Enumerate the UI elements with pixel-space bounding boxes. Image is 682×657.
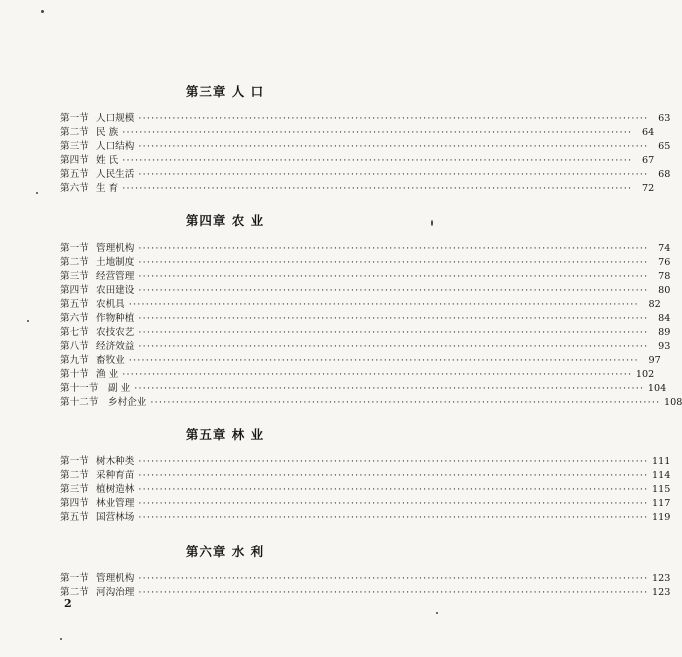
leader-dots: ························································································································ <box>138 512 649 523</box>
leader-dots: ························································································································ <box>122 127 633 138</box>
section-title: 国营林场 <box>96 512 135 523</box>
toc-entry <box>60 511 671 525</box>
section-title: 经营管理 <box>96 271 135 282</box>
leader-dots: ························································································································ <box>138 285 649 296</box>
section-page: 76 <box>658 257 671 268</box>
section-title: 农机具 <box>96 299 125 310</box>
leader-dots: ························································································································ <box>138 341 649 352</box>
chapter-title: 第三章 人 口 <box>185 84 265 99</box>
section-page: 97 <box>648 355 661 366</box>
section-number: 第一节 <box>60 243 89 254</box>
toc-entry <box>60 382 667 396</box>
toc-entry <box>60 256 671 270</box>
scan-speck <box>60 638 62 640</box>
section-page: 93 <box>658 341 671 352</box>
section-page: 74 <box>658 243 671 254</box>
section-title: 农技农艺 <box>96 327 135 338</box>
toc-entry <box>60 112 671 126</box>
section-title: 农田建设 <box>96 285 135 296</box>
section-page: 111 <box>652 456 671 467</box>
leader-dots: ························································································································ <box>138 498 649 509</box>
section-page: 72 <box>641 183 655 194</box>
section-number: 第五节 <box>60 299 89 310</box>
section-title: 人口规模 <box>96 113 135 124</box>
section-number: 第二节 <box>60 127 89 138</box>
section-number: 第三节 <box>60 271 89 282</box>
toc-entry <box>60 572 671 586</box>
section-number: 第四节 <box>60 285 89 296</box>
section-number: 第一节 <box>60 573 89 584</box>
scan-speck <box>27 320 29 322</box>
toc-entry <box>60 396 682 410</box>
section-title: 植树造林 <box>96 484 135 495</box>
section-number: 第七节 <box>60 327 89 338</box>
chapter-title: 第四章 农 业 <box>185 213 265 228</box>
section-title: 副 业 <box>108 383 131 394</box>
toc-entry <box>60 182 655 196</box>
section-number: 第四节 <box>60 155 89 166</box>
section-page: 104 <box>647 383 667 394</box>
toc-entry <box>60 469 671 483</box>
section-page: 102 <box>635 369 655 380</box>
toc-entry <box>60 368 655 382</box>
scan-speck <box>431 220 433 226</box>
section-title: 畜牧业 <box>96 355 125 366</box>
section-title: 采种育苗 <box>96 470 135 481</box>
section-page: 115 <box>652 484 671 495</box>
section-number: 第十一节 <box>60 383 99 394</box>
section-page: 119 <box>652 512 671 523</box>
leader-dots: ························································································································ <box>138 484 649 495</box>
section-page: 123 <box>652 587 671 598</box>
section-title: 人口结构 <box>96 141 135 152</box>
toc-entry <box>60 298 661 312</box>
toc-entry <box>60 284 671 298</box>
section-page: 63 <box>658 113 671 124</box>
section-page: 117 <box>652 498 671 509</box>
toc-entry <box>60 483 671 497</box>
leader-dots: ························································································································ <box>134 383 645 394</box>
leader-dots: ························································································································ <box>138 470 649 481</box>
leader-dots: ························································································································ <box>128 355 639 366</box>
toc-entry <box>60 140 671 154</box>
section-page: 123 <box>652 573 671 584</box>
section-title: 作物种植 <box>96 313 135 324</box>
section-title: 树木种类 <box>96 456 135 467</box>
section-number: 第二节 <box>60 257 89 268</box>
toc-entry <box>60 497 671 511</box>
leader-dots: ························································································································ <box>138 327 649 338</box>
section-page: 68 <box>658 169 671 180</box>
leader-dots: ························································································································ <box>138 113 649 124</box>
toc-entry <box>60 455 671 469</box>
leader-dots: ························································································································ <box>138 169 649 180</box>
section-title: 经济效益 <box>96 341 135 352</box>
section-title: 管理机构 <box>96 573 135 584</box>
leader-dots: ························································································································ <box>138 456 649 467</box>
section-page: 89 <box>658 327 671 338</box>
section-number: 第六节 <box>60 313 89 324</box>
section-number: 第五节 <box>60 512 89 523</box>
section-page: 82 <box>648 299 661 310</box>
leader-dots: ························································································································ <box>138 313 649 324</box>
section-title: 土地制度 <box>96 257 135 268</box>
section-page: 80 <box>658 285 671 296</box>
section-number: 第四节 <box>60 498 89 509</box>
section-number: 第六节 <box>60 183 89 194</box>
section-title: 生 育 <box>96 183 119 194</box>
toc-entry <box>60 340 671 354</box>
section-number: 第十二节 <box>60 397 99 408</box>
chapter-title: 第六章 水 利 <box>185 544 265 559</box>
toc-entry <box>60 154 655 168</box>
toc-entry <box>60 242 671 256</box>
section-title: 河沟治理 <box>96 587 135 598</box>
leader-dots: ························································································································ <box>138 587 649 598</box>
toc-entry <box>60 354 661 368</box>
scan-speck <box>36 192 38 194</box>
section-title: 渔 业 <box>96 369 119 380</box>
section-page: 84 <box>658 313 671 324</box>
page-number: 2 <box>64 597 72 610</box>
scan-speck <box>41 10 44 13</box>
section-title: 民 族 <box>96 127 119 138</box>
section-title: 人民生活 <box>96 169 135 180</box>
leader-dots: ························································································································ <box>150 397 661 408</box>
chapter-title: 第五章 林 业 <box>185 427 265 442</box>
leader-dots: ························································································································ <box>138 257 649 268</box>
leader-dots: ························································································································ <box>138 271 649 282</box>
section-page: 67 <box>641 155 655 166</box>
section-number: 第九节 <box>60 355 89 366</box>
toc-entry <box>60 126 655 140</box>
section-page: 114 <box>652 470 671 481</box>
toc-entry <box>60 270 671 284</box>
toc-entry <box>60 168 671 182</box>
section-page: 78 <box>658 271 671 282</box>
leader-dots: ························································································································ <box>128 299 639 310</box>
leader-dots: ························································································································ <box>138 573 649 584</box>
section-number: 第十节 <box>60 369 89 380</box>
section-title: 管理机构 <box>96 243 135 254</box>
section-number: 第一节 <box>60 113 89 124</box>
section-number: 第二节 <box>60 587 89 598</box>
toc-entry <box>60 312 671 326</box>
section-number: 第二节 <box>60 470 89 481</box>
section-number: 第八节 <box>60 341 89 352</box>
section-number: 第一节 <box>60 456 89 467</box>
section-page: 108 <box>664 397 682 408</box>
section-page: 64 <box>641 127 655 138</box>
section-title: 林业管理 <box>96 498 135 509</box>
section-number: 第三节 <box>60 484 89 495</box>
leader-dots: ························································································································ <box>122 155 633 166</box>
toc-entry <box>60 586 671 600</box>
scan-speck <box>436 612 438 614</box>
leader-dots: ························································································································ <box>138 243 649 254</box>
section-title: 姓 氏 <box>96 155 119 166</box>
leader-dots: ························································································································ <box>122 369 633 380</box>
leader-dots: ························································································································ <box>122 183 633 194</box>
section-title: 乡村企业 <box>108 397 147 408</box>
toc-entry <box>60 326 671 340</box>
leader-dots: ························································································································ <box>138 141 649 152</box>
section-number: 第三节 <box>60 141 89 152</box>
section-page: 65 <box>658 141 671 152</box>
section-number: 第五节 <box>60 169 89 180</box>
